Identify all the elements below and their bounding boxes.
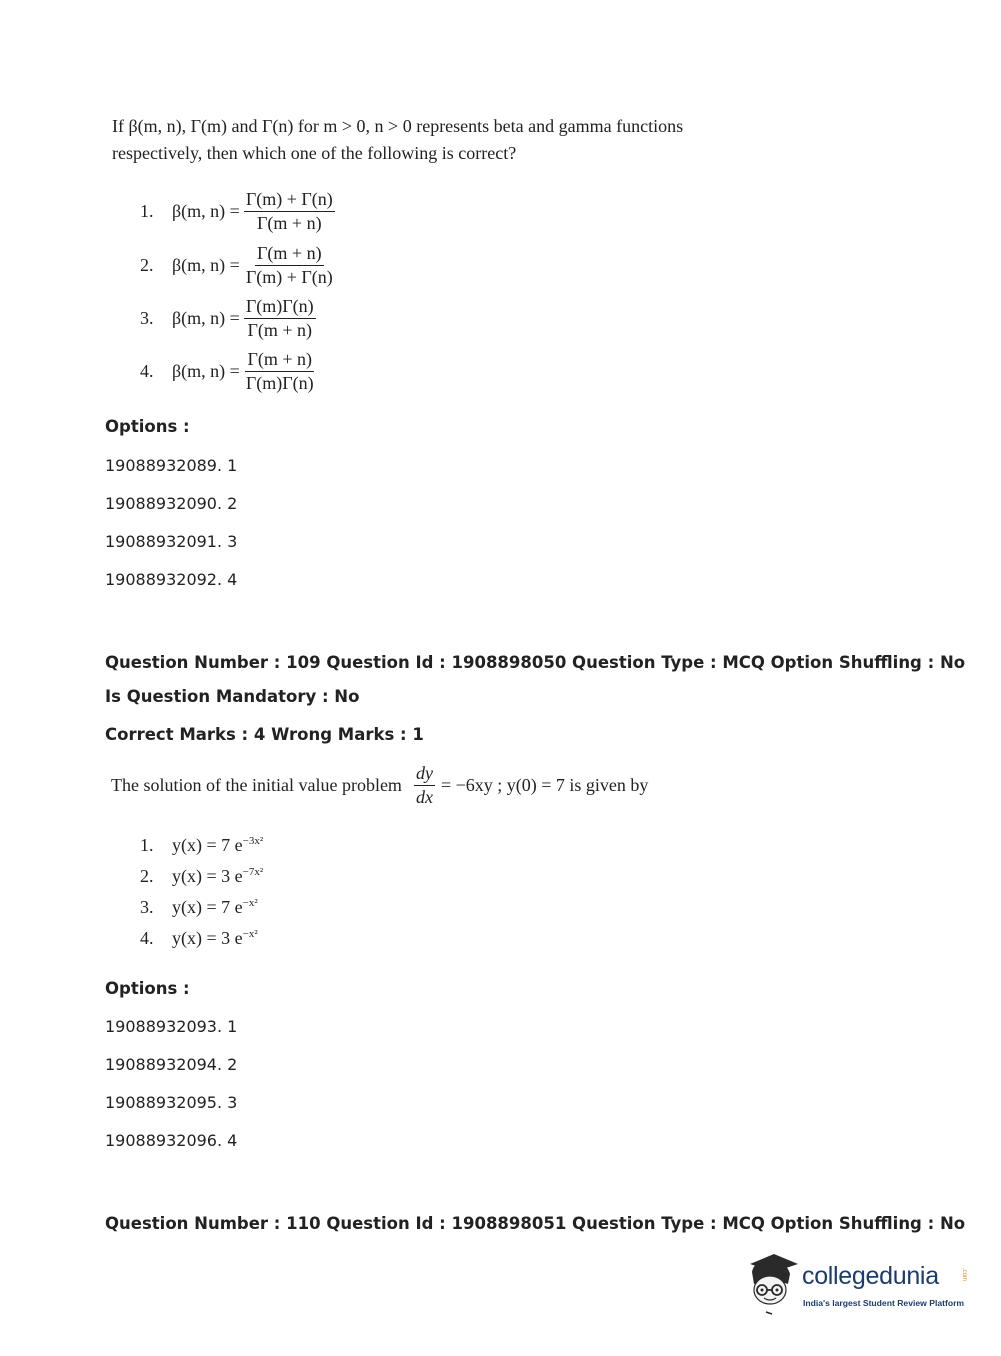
options-label: Options :: [105, 979, 190, 998]
mascot-icon: [742, 1250, 800, 1316]
question-108-line1: If β(m, n), Γ(m) and Γ(n) for m > 0, n > 0 represents beta and gamma functions: [112, 116, 684, 136]
denominator: Γ(m + n): [247, 319, 312, 340]
choice-number: 3.: [140, 897, 154, 917]
solution-choice-2: [140, 866, 263, 887]
choice-base: y(x) = 3 e: [172, 866, 243, 886]
denominator: Γ(m)Γ(n): [245, 372, 314, 393]
numerator: Γ(m)Γ(n): [244, 296, 316, 319]
fraction: [244, 349, 316, 394]
question-109-header: Question Number : 109 Question Id : 1908898050 Question Type : MCQ Option Shuffling : No: [105, 653, 966, 672]
choice-exponent: −3x²: [242, 835, 264, 847]
choice-exponent: −x²: [242, 928, 258, 940]
logo-tagline: India's largest Student Review Platform: [803, 1298, 965, 1308]
choice-base: y(x) = 3 e: [172, 928, 243, 948]
choice-lhs: β(m, n) =: [172, 254, 240, 275]
option-id-3: 19088932091. 3: [105, 532, 238, 551]
question-109-mandatory: Is Question Mandatory : No: [105, 687, 360, 706]
choice-number: 3.: [140, 307, 154, 328]
choice-lhs: β(m, n) =: [172, 360, 240, 381]
solution-choice-3: [140, 897, 258, 918]
choice-3: [140, 292, 316, 344]
fraction: [244, 243, 335, 288]
question-109-text: [111, 760, 648, 810]
option-id-4: 19088932092. 4: [105, 570, 238, 589]
choice-2: [140, 239, 335, 291]
solution-choice-1: [140, 835, 263, 856]
choice-number: 2.: [140, 866, 154, 886]
choice-lhs: β(m, n) =: [172, 307, 240, 328]
choice-1: [140, 185, 335, 237]
choice-number: 1.: [140, 200, 154, 221]
collegedunia-logo: [742, 1248, 974, 1316]
numerator: Γ(m) + Γ(n): [244, 189, 335, 212]
question-108-text: [112, 113, 872, 167]
option-id-2: 19088932094. 2: [105, 1055, 238, 1074]
numerator: Γ(m + n): [255, 243, 324, 266]
choice-number: 1.: [140, 835, 154, 855]
numerator: Γ(m + n): [245, 349, 314, 372]
numerator: dy: [414, 763, 435, 786]
denominator: Γ(m) + Γ(n): [245, 266, 333, 287]
question-110-header: Question Number : 110 Question Id : 1908898051 Question Type : MCQ Option Shuffling : No: [105, 1214, 966, 1233]
choice-exponent: −x²: [242, 897, 258, 909]
problem-suffix: = −6xy ; y(0) = 7 is given by: [440, 774, 649, 795]
option-id-1: 19088932093. 1: [105, 1017, 238, 1036]
problem-prefix: The solution of the initial value problem: [111, 774, 402, 795]
option-id-4: 19088932096. 4: [105, 1131, 238, 1150]
fraction: [244, 189, 335, 234]
choice-exponent: −7x²: [242, 866, 264, 878]
question-108-line2: respectively, then which one of the following is correct?: [112, 143, 517, 163]
option-id-1: 19088932089. 1: [105, 456, 238, 475]
choice-number: 2.: [140, 254, 154, 275]
choice-lhs: β(m, n) =: [172, 200, 240, 221]
choice-base: y(x) = 7 e: [172, 897, 243, 917]
denominator: dx: [415, 786, 433, 807]
question-109-marks: Correct Marks : 4 Wrong Marks : 1: [105, 725, 424, 744]
option-id-2: 19088932090. 2: [105, 494, 238, 513]
fraction: [244, 296, 316, 341]
logo-wordmark: collegedunia: [802, 1262, 939, 1290]
option-id-3: 19088932095. 3: [105, 1093, 238, 1112]
solution-choice-4: [140, 928, 258, 949]
choice-number: 4.: [140, 928, 154, 948]
logo-domain-suffix: .com: [961, 1268, 967, 1282]
choice-base: y(x) = 7 e: [172, 835, 243, 855]
denominator: Γ(m + n): [257, 212, 322, 233]
choice-4: [140, 345, 316, 397]
derivative-fraction: [414, 763, 435, 808]
options-label: Options :: [105, 417, 190, 436]
choice-number: 4.: [140, 360, 154, 381]
